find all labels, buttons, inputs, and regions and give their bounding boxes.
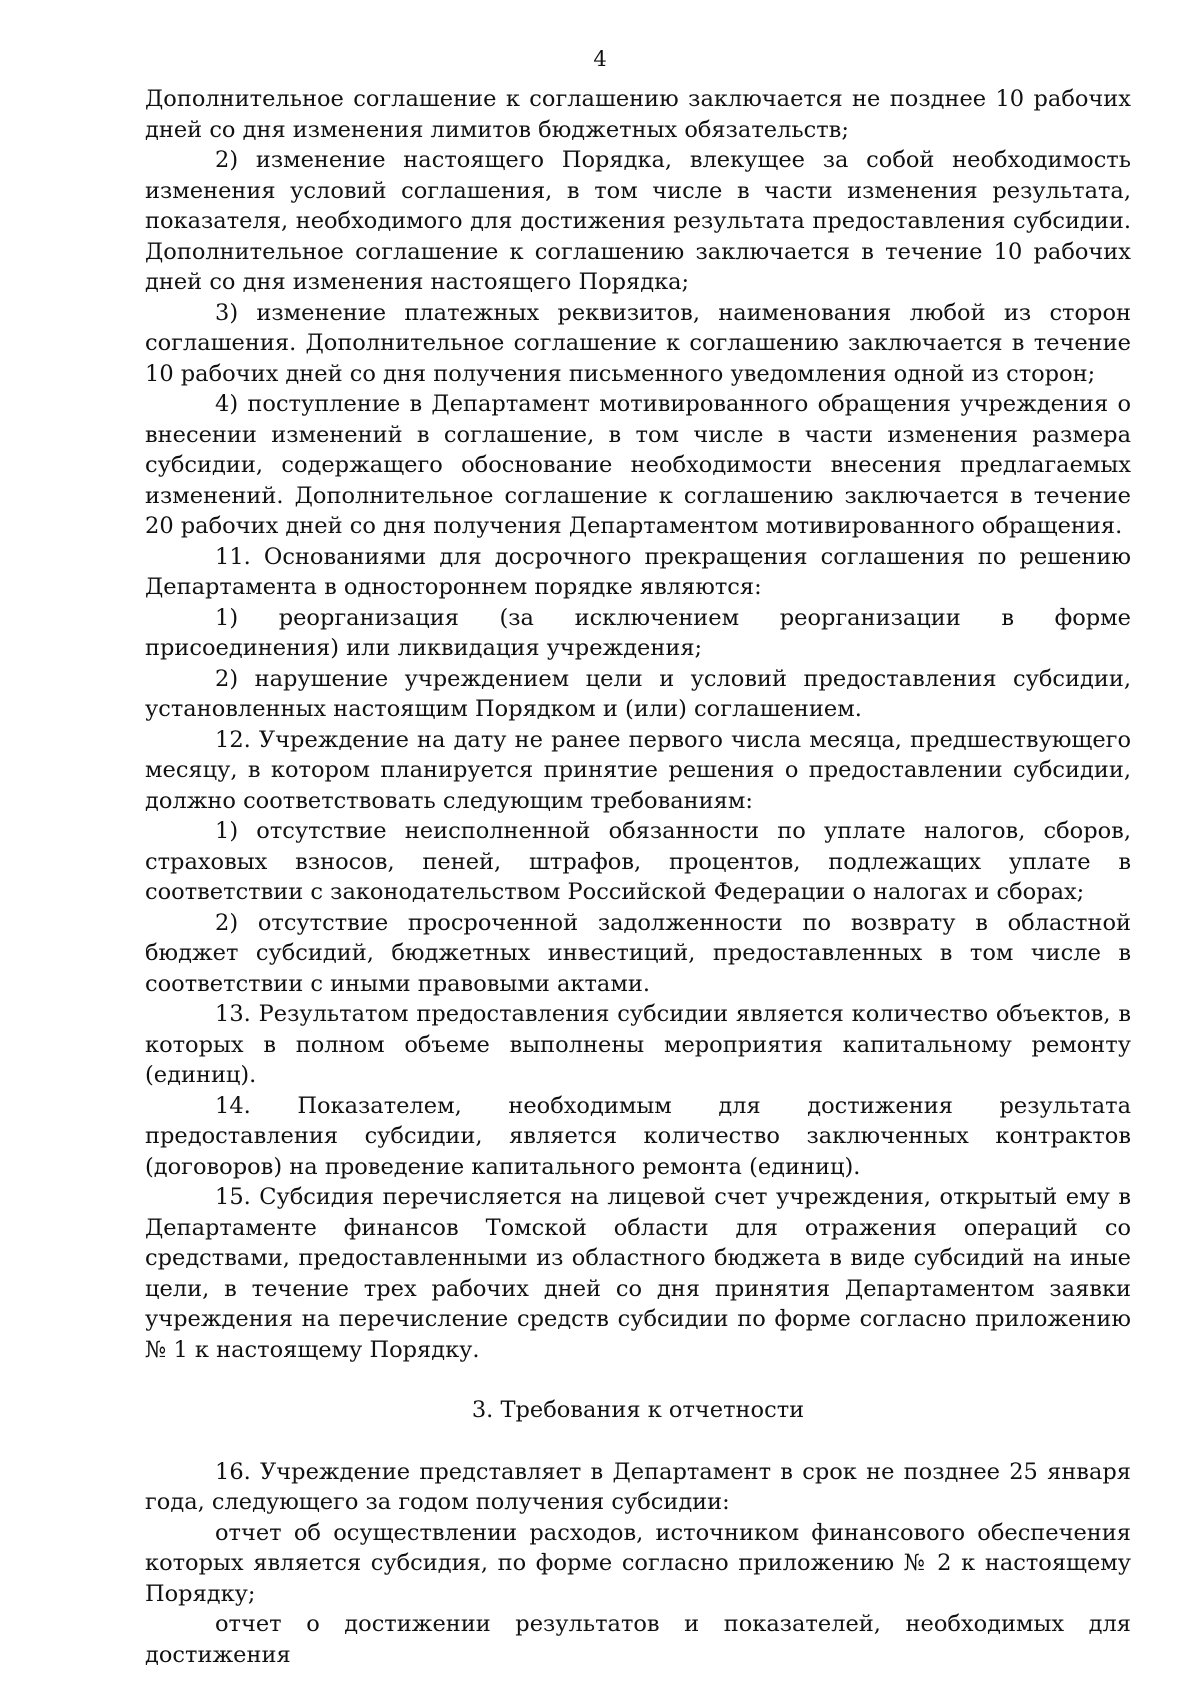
paragraph: 2) отсутствие просроченной задолженности по возврату в областной бюджет субсидий, бюджетных инвестиций, предоставленных в том числе в соответствии с иными правовыми актами.: [145, 909, 1131, 997]
page-number: 4: [593, 47, 607, 71]
paragraph: 15. Субсидия перечисляется на лицевой счет учреждения, открытый ему в Департаменте финансов Томской области для отражения операций со средствами, предоставленными из областного бюджета в виде субсидий на иные цели, в течение трех рабочих дней со дня принятия Департаментом заявки учреждения на перечисление средств субсидии по форме согласно приложению № 1 к настоящему Порядку.: [145, 1184, 1131, 1363]
paragraph: 14. Показателем, необходимым для достижения результата предоставления субсидии, является количество заключенных контрактов (договоров) на проведение капитального ремонта (единиц).: [145, 1092, 1131, 1180]
paragraph: Дополнительное соглашение к соглашению заключается не позднее 10 рабочих дней со дня изменения лимитов бюджетных обязательств;: [145, 86, 1131, 143]
paragraph: 12. Учреждение на дату не ранее первого числа месяца, предшествующего месяцу, в котором планируется принятие решения о предоставлении субсидии, должно соответствовать следующим требованиям:: [145, 726, 1131, 814]
paragraph: 2) нарушение учреждением цели и условий предоставления субсидии, установленных настоящим Порядком и (или) соглашением.: [145, 665, 1131, 722]
paragraph: 16. Учреждение представляет в Департамент в срок не позднее 25 января года, следующего за годом получения субсидии:: [145, 1458, 1131, 1515]
paragraph: 13. Результатом предоставления субсидии является количество объектов, в которых в полном объеме выполнены мероприятия капитальному ремонту (единиц).: [145, 1001, 1131, 1088]
paragraph: 2) изменение настоящего Порядка, влекущее за собой необходимость изменения условий соглашения, в том числе в части изменения результата, показателя, необходимого для достижения результата предоставления субсидии. Дополнительное соглашение к соглашению заключается в течение 10 рабочих дней со дня изменения настоящего Порядка;: [145, 147, 1131, 295]
paragraph: отчет об осуществлении расходов, источником финансового обеспечения которых является субсидия, по форме согласно приложению № 2 к настоящему Порядку;: [145, 1519, 1131, 1607]
paragraph: 1) реорганизация (за исключением реорганизации в форме присоединения) или ликвидация учреждения;: [145, 604, 1131, 661]
paragraph: 11. Основаниями для досрочного прекращения соглашения по решению Департамента в одностороннем порядке являются:: [145, 543, 1131, 600]
paragraph: 1) отсутствие неисполненной обязанности по уплате налогов, сборов, страховых взносов, пеней, штрафов, процентов, подлежащих уплате в соответствии с законодательством Российской Федерации о налогах и сборах;: [145, 818, 1131, 905]
paragraph: 3) изменение платежных реквизитов, наименования любой из сторон соглашения. Дополнительное соглашение к соглашению заключается в течение 10 рабочих дней со дня получения письменного уведомления одной из сторон;: [145, 299, 1131, 387]
section-heading: 3. Требования к отчетности: [471, 1397, 805, 1423]
paragraph: 4) поступление в Департамент мотивированного обращения учреждения о внесении изменений в соглашение, в том числе в части изменения размера субсидии, содержащего обоснование необходимости внесения предлагаемых изменений. Дополнительное соглашение к соглашению заключается в течение 20 рабочих дней со дня получения Департаментом мотивированного обращения.: [145, 391, 1131, 539]
paragraph: отчет о достижении результатов и показателей, необходимых для достижения: [145, 1611, 1131, 1668]
document-body: [145, 84, 1131, 1670]
